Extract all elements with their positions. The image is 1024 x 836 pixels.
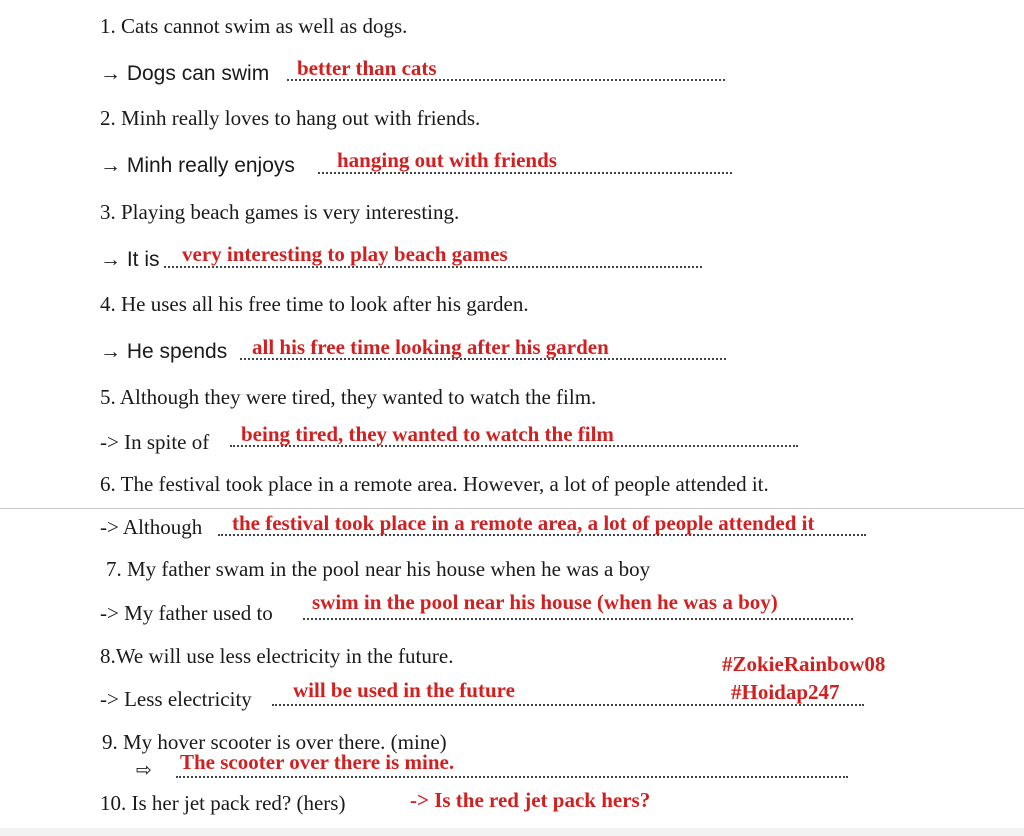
question-1: 1. Cats cannot swim as well as dogs. bbox=[100, 14, 408, 38]
hashtag-1: #ZokieRainbow08 bbox=[722, 652, 886, 676]
question-2: 2. Minh really loves to hang out with friends. bbox=[100, 106, 481, 130]
divider bbox=[0, 508, 1024, 509]
arrow-right-icon: ⇨ bbox=[136, 760, 152, 781]
prompt-6: -> Although bbox=[100, 515, 203, 539]
question-8: 8.We will use less electricity in the future. bbox=[100, 644, 454, 668]
answer-2: hanging out with friends bbox=[337, 148, 557, 172]
prompt-2: → Minh really enjoys bbox=[100, 154, 295, 177]
prompt-4: → He spends bbox=[100, 340, 228, 363]
prompt-5: -> In spite of bbox=[100, 430, 210, 454]
answer-4: all his free time looking after his garden bbox=[252, 335, 609, 359]
answer-line-9 bbox=[176, 776, 848, 778]
prompt-8: -> Less electricity bbox=[100, 687, 252, 711]
question-9: 9. My hover scooter is over there. (mine) bbox=[102, 730, 447, 754]
question-4: 4. He uses all his free time to look after his garden. bbox=[100, 292, 529, 316]
hashtag-2: #Hoidap247 bbox=[731, 680, 840, 704]
answer-7: swim in the pool near his house (when he was a boy) bbox=[312, 590, 778, 614]
prompt-7: -> My father used to bbox=[100, 601, 273, 625]
answer-5: being tired, they wanted to watch the film bbox=[241, 422, 614, 446]
question-10: 10. Is her jet pack red? (hers) bbox=[100, 791, 346, 815]
page-bottom-edge bbox=[0, 828, 1024, 836]
answer-3: very interesting to play beach games bbox=[182, 242, 508, 266]
answer-8: will be used in the future bbox=[293, 678, 515, 702]
answer-6: the festival took place in a remote area, a lot of people attended it bbox=[232, 511, 815, 535]
question-3: 3. Playing beach games is very interesting. bbox=[100, 200, 460, 224]
answer-1: better than cats bbox=[297, 56, 437, 80]
answer-10: -> Is the red jet pack hers? bbox=[410, 788, 651, 812]
answer-line-7 bbox=[303, 618, 853, 620]
prompt-3: → It is bbox=[100, 248, 160, 271]
prompt-1: → Dogs can swim bbox=[100, 62, 270, 85]
question-6: 6. The festival took place in a remote area. However, a lot of people attended it. bbox=[100, 472, 769, 496]
question-5: 5. Although they were tired, they wanted to watch the film. bbox=[100, 385, 597, 409]
answer-9: The scooter over there is mine. bbox=[180, 750, 455, 774]
question-7: 7. My father swam in the pool near his house when he was a boy bbox=[106, 557, 651, 581]
